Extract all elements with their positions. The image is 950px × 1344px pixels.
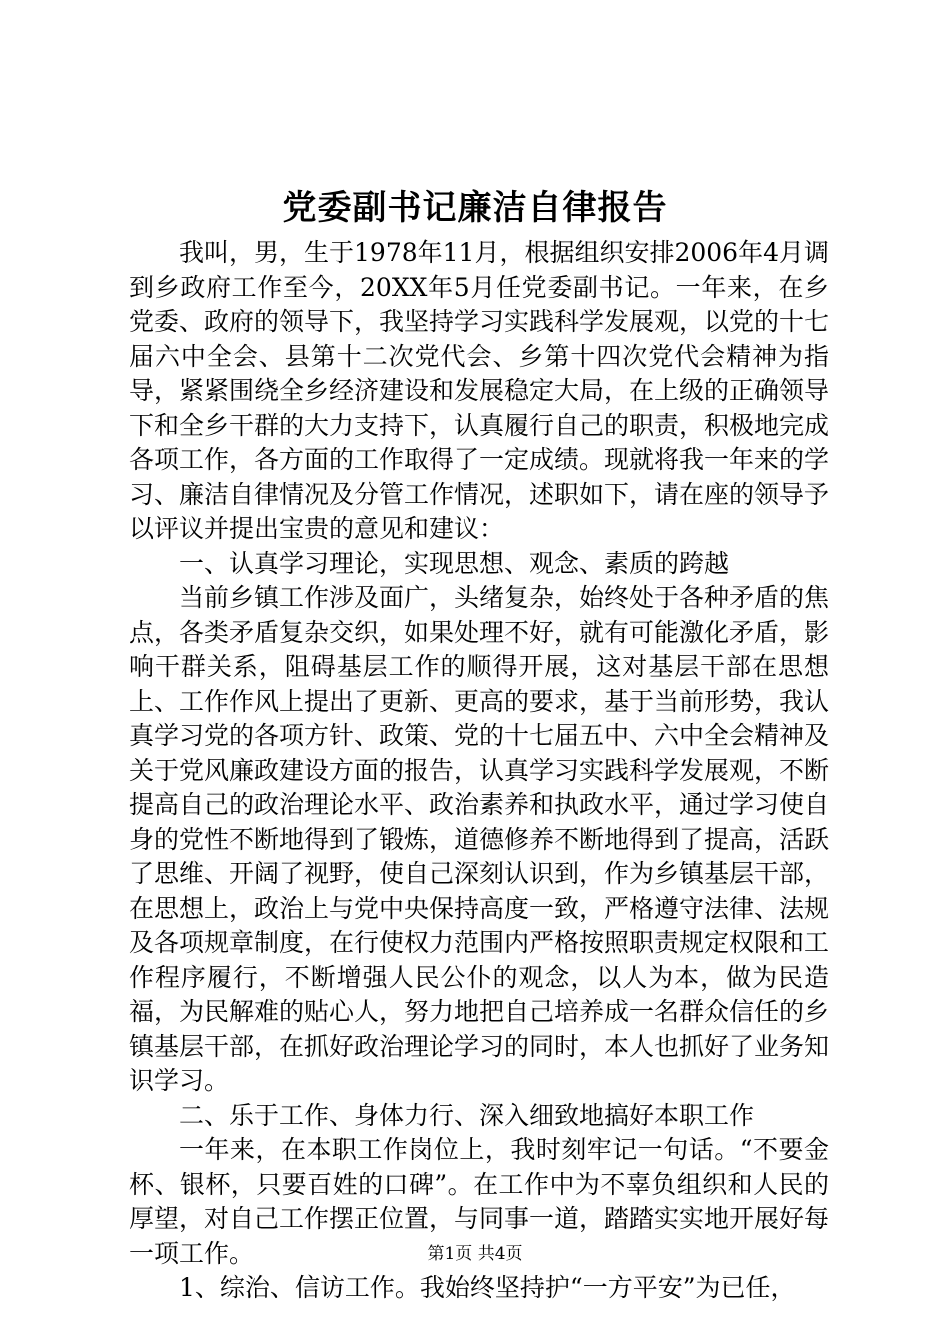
- subsection-1-paragraph: 1、综治、信访工作。我始终坚持护“一方平安”为已任，: [179, 1273, 796, 1302]
- section-2-paragraph: 一年来，在本职工作岗位上，我时刻牢记一句话。“不要金杯、银杯，只要百姓的口碑”。在工作中为不辜负组织和人民的厚望，对自己工作摆正位置，与同事一道，踏踏实实地开展好每一项工作。: [129, 1135, 830, 1268]
- section-heading-1: 一、认真学习理论，实现思想、观念、素质的跨越: [179, 548, 730, 578]
- section-1-paragraph: 当前乡镇工作涉及面广，头绪复杂，始终处于各种矛盾的焦点，各类矛盾复杂交织，如果处理不好，就有可能激化矛盾，影响干群关系，阻碍基层工作的顺得开展，这对基层干部在思想上、工作作风上提出了更新、更高的要求，基于当前形势，我认真学习党的各项方针、政策、党的十七届五中、六中全会精神及关于党风廉政建设方面的报告，认真学习实践科学发展观，不断提高自己的政治理论水平、政治素养和执政水平，通过学习使自身的党性不断地得到了锻炼，道德修养不断地得到了提高，活跃了思维、开阔了视野，使自己深刻认识到，作为乡镇基层干部，在思想上，政治上与党中央保持高度一致，严格遵守法律、法规及各项规章制度，在行使权力范围内严格按照职责规定权限和工作程序履行，不断增强人民公仆的观念，以人为本，做为民造福，为民解难的贴心人，努力地把自己培养成一名群众信任的乡镇基层干部，在抓好政治理论学习的同时，本人也抓好了业务知识学习。: [129, 583, 830, 1095]
- page-footer: 第1页 共4页: [427, 1244, 523, 1264]
- intro-paragraph: 我叫，男，生于1978年11月，根据组织安排2006年4月调到乡政府工作至今，20XX年5月任党委副书记。一年来，在乡党委、政府的领导下，我坚持学习实践科学发展观，以党的十七届六中全会、县第十二次党代会、乡第十四次党代会精神为指导，紧紧围绕全乡经济建设和发展稳定大局，在上级的正确领导下和全乡干群的大力支持下，认真履行自己的职责，积极地完成各项工作，各方面的工作取得了一定成绩。现就将我一年来的学习、廉洁自律情况及分管工作情况，述职如下，请在座的领导予以评议并提出宝贵的意见和建议：: [129, 238, 830, 543]
- section-heading-2: 二、乐于工作、身体力行、深入细致地搞好本职工作: [179, 1100, 755, 1130]
- document-body: [129, 236, 829, 1306]
- document-title: 党委副书记廉洁自律报告: [282, 188, 668, 228]
